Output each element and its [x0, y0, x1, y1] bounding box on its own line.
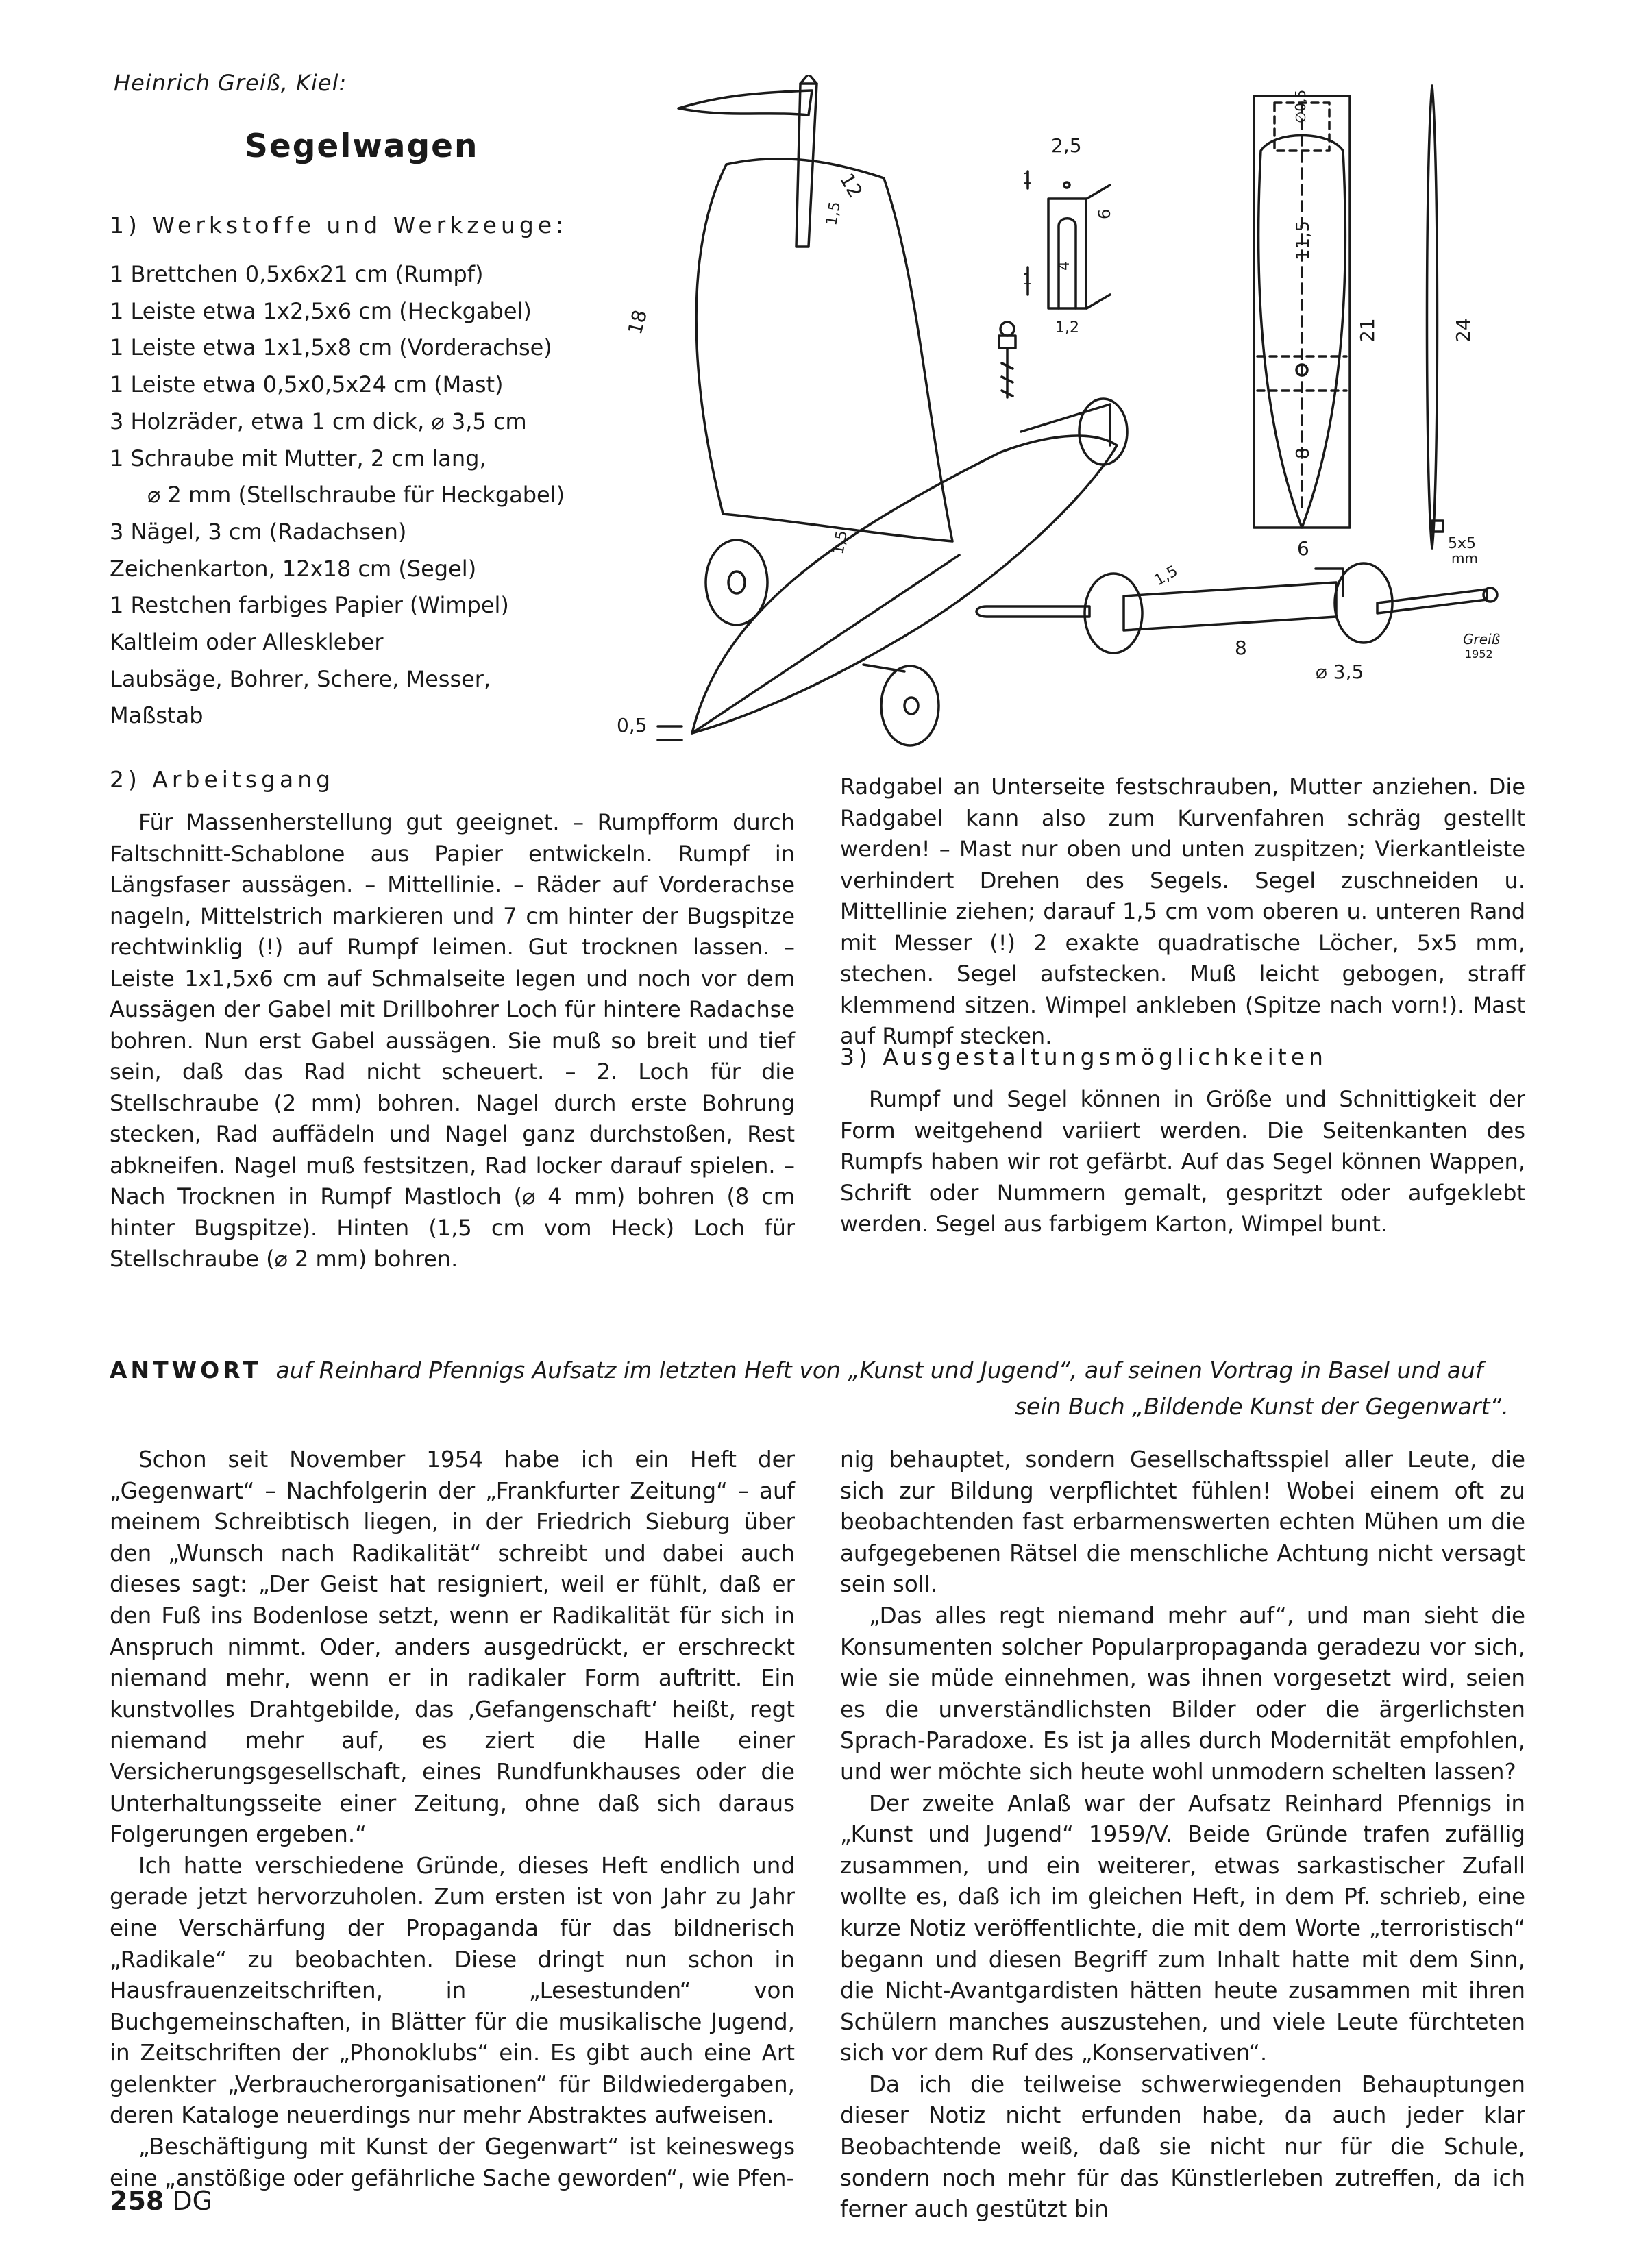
axle-nail-right: [1377, 589, 1487, 613]
material-item: 1 Leiste etwa 0,5x0,5x24 cm (Mast): [110, 371, 504, 398]
dim-6: 6: [1297, 537, 1309, 560]
segelwagen-drawing: [617, 75, 1507, 747]
dim-4: 4: [1056, 261, 1073, 271]
material-item: 1 Leiste etwa 1x2,5x6 cm (Heckgabel): [110, 297, 532, 324]
section2-text: Für Massenherstellung gut geeignet. – Rumpfform durch Faltschnitt-Schablone aus Papier entwickeln. Rumpf in Längsfaser aussägen. – Mittellinie. – Räder auf Vorderachse nageln, Mittelstrich markieren und 7 cm hinter der Bugspitze rechtwinklig (!) auf Rumpf leimen. Gut trocknen lassen. – Leiste 1x1,5x6 cm auf Schmalseite legen und noch vor dem Aussägen der Gabel mit Drillbohrer Loch für hintere Radachse bohren. Nun erst Gabel aussägen. Sie muß so breit und tief sein, daß das Rad nicht scheuert. – 2. Loch für die Stellschraube (2 mm) bohren. Nagel durch erste Bohrung stecken, Rad auffädeln und Nagel ganz durchstoßen, Rest abkneifen. Nagel muß festsitzen, Rad locker darauf spielen. – Nach Trocknen in Rumpf Mastloch (⌀ 4 mm) bohren (8 cm hinter Bugspitze). Hinten (1,5 cm vom Heck) Loch für Stellschraube (⌀ 2 mm) bohren.: [110, 809, 795, 1272]
material-item: 3 Holzräder, etwa 1 cm dick, ⌀ 3,5 cm: [110, 408, 527, 434]
answer-paragraph: Da ich die teilweise schwerwiegenden Behauptungen dieser Notiz nicht erfunden habe, da auch jeder klar Beobachtende weiß, daß sie nicht nur für die Schule, sondern noch mehr für das Künstlerleben zutreffen, da ich ferner auch gestützt bin: [840, 2071, 1525, 2223]
answer-heading: [110, 1352, 1514, 1425]
answer-heading-line1: auf Reinhard Pfennigs Aufsatz im letzten Heft von „Kunst und Jugend“, auf seinen Vortrag in Basel und auf: [275, 1357, 1483, 1383]
signature-year: 1952: [1465, 648, 1493, 661]
page-footer: [110, 2186, 212, 2216]
dim-1-2: 1,2: [1055, 319, 1079, 336]
dim-5x5: 5x5: [1448, 535, 1477, 552]
material-item: 3 Nägel, 3 cm (Radachsen): [110, 518, 407, 545]
section3-column: [840, 1084, 1525, 1240]
section2-continuation: Radgabel an Unterseite festschrauben, Mutter anziehen. Die Radgabel kann also zum Kurvenfahren schräg gestellt werden! – Mast nur oben und unten zuspitzen; Vierkantleiste verhindert Drehen des Segels. Segel zuschneiden u. Mittellinie ziehen; darauf 1,5 cm vom oberen u. unteren Rand mit Messer (!) 2 exakte quadratische Löcher, 5x5 mm, stechen. Segel aufstecken. Muß leicht gebogen, straff klemmend sitzen. Wimpel ankleben (Spitze nach vorn!). Mast auf Rumpf stecken.: [840, 774, 1525, 1049]
mast-shape: [796, 84, 817, 247]
adjust-screw: [999, 336, 1015, 397]
pennant-shape: [678, 90, 812, 115]
dim-6-fork: 6: [1095, 208, 1114, 219]
axle-bar: [1124, 582, 1336, 630]
materials-list: [110, 256, 617, 735]
page-number: 258: [110, 2186, 164, 2216]
answer-paragraph: „Beschäftigung mit Kunst der Gegenwart“ ist keineswegs eine „anstößige oder gefährliche Sache geworden“, wie Pfen-: [110, 2134, 795, 2191]
section3-heading: 3) Ausgestaltungsmöglichkeiten: [840, 1044, 1327, 1070]
dim-mm: mm: [1451, 550, 1478, 567]
dim-1-5-top: 1,5: [823, 200, 844, 227]
answer-paragraph: nig behauptet, sondern Gesellschaftsspiel aller Leute, die sich zur Bildung verpflichtet fühlen! Wobei einem oft zu beobachtenden fast erbarmenswerten echten Mühen um die aufgegebenen Rätsel die menschliche Achtung nicht versagt sein soll.: [840, 1446, 1525, 1598]
front-wheel-right: [1079, 399, 1127, 465]
material-item: Zeichenkarton, 12x18 cm (Segel): [110, 555, 477, 582]
article-title: Segelwagen: [245, 127, 479, 165]
answer-paragraph: „Das alles regt niemand mehr auf“, und man sieht die Konsumenten solcher Popularpropaganda geradezu vor sich, wie sie müde einnehmen, was ihnen vorgesetzt wird, seien es die unverständlichsten Bilder oder die ärgerlichsten Sprach-Paradoxe. Es ist ja alles durch Modernität empfohlen, und wer möchte sich heute wohl unmodern schelten lassen?: [840, 1602, 1525, 1785]
material-item: 1 Leiste etwa 1x1,5x8 cm (Vorderachse): [110, 334, 552, 361]
dim-2-5: 2,5: [1051, 134, 1082, 157]
journal-abbrev: DG: [172, 2186, 213, 2216]
section2-left-column: [110, 807, 795, 1275]
dim-8-axle: 8: [1235, 637, 1247, 659]
answer-heading-line2: sein Buch „Bildende Kunst der Gegenwart“.: [1014, 1393, 1509, 1420]
dim-1-5-bottom: 1,5: [830, 529, 851, 556]
rear-wheel: [881, 666, 939, 745]
signature: Greiß: [1463, 631, 1501, 648]
dim-1-top: 1: [1022, 171, 1032, 188]
dim-21: 21: [1356, 318, 1379, 343]
material-item: Kaltleim oder Alleskleber: [110, 629, 384, 656]
material-item: Maßstab: [110, 702, 204, 729]
axle-wheel-left: [1085, 574, 1142, 653]
answer-paragraph: Ich hatte verschiedene Gründe, dieses Heft endlich und gerade jetzt hervorzuholen. Zum ersten ist von Jahr zu Jahr eine Verschärfung der Propaganda für das bildnerisch „Radikale“ zu beobachten. Diese dringt nun schon in Hausfrauenzeitschriften, in „Lesestunden“ von Buchgemeinschaften, in Blätter für die musikalische Jugend, in Zeitschriften der „Phonoklubs“ ein. Es gibt auch eine Art gelenkter „Verbraucherorganisationen“ für Bildwiedergaben, deren Kataloge neuerdings nur mehr Abstraktes aufweisen.: [110, 1852, 795, 2129]
answer-right-column: [840, 1444, 1525, 2226]
material-item: Laubsäge, Bohrer, Schere, Messer,: [110, 665, 491, 692]
section3-text: Rumpf und Segel können in Größe und Schnittigkeit der Form weitgehend variiert werden. Die Seitenkanten des Rumpfs haben wir rot gefärbt. Auf das Segel können Wappen, Schrift oder Nummern gemalt, gespritzt oder aufgeklebt werden. Segel aus farbigem Karton, Wimpel bunt.: [840, 1086, 1525, 1237]
mast-plan: [1427, 86, 1438, 548]
dim-1-bottom: 1: [1022, 271, 1032, 288]
fork-detail: [1048, 199, 1086, 308]
dim-24: 24: [1452, 318, 1475, 343]
dim-18: 18: [623, 307, 652, 337]
section2-heading: 2) Arbeitsgang: [110, 766, 335, 793]
dim-12: 12: [835, 169, 867, 202]
answer-keyword: ANTWORT: [110, 1357, 262, 1383]
section2-right-column: [840, 772, 1525, 1052]
section1-heading: 1) Werkstoffe und Werkzeuge:: [110, 212, 568, 238]
answer-left-column: [110, 1444, 795, 2194]
dim-0-5-hole: ∅0,5: [1292, 89, 1309, 123]
material-item: 1 Restchen farbiges Papier (Wimpel): [110, 592, 509, 619]
answer-paragraph: Der zweite Anlaß war der Aufsatz Reinhard Pfennigs in „Kunst und Jugend“ 1959/V. Beide Gründe trafen zufällig zusammen, und ein weiterer, etwas sarkastischer Zufall wollte es, daß ich im gleichen Heft, in dem Pf. schrieb, eine kurze Notiz veröffentlichte, die mit dem Worte „terroristisch“ begann und diesen Begriff zum Inhalt hatte mit dem Sinn, die Nicht-Avantgardisten hätten heute zusammen mit ihren Schülern manches auszustehen, und viele Leute fürchteten sich vor dem Ruf des „Konservativen“.: [840, 1790, 1525, 2067]
material-item: 1 Brettchen 0,5x6x21 cm (Rumpf): [110, 261, 484, 287]
axle-nail-left: [976, 606, 1089, 617]
material-item: ⌀ 2 mm (Stellschraube für Heckgabel): [147, 482, 565, 508]
dim-3-5: ⌀ 3,5: [1316, 661, 1364, 683]
dim-0-5: 0,5: [617, 714, 648, 737]
answer-paragraph: Schon seit November 1954 habe ich ein Heft der „Gegenwart“ – Nachfolgerin der „Frankfurter Zeitung“ – auf meinem Schreibtisch liegen, in der Friedrich Sieburg über den „Wunsch nach Radikalität“ schreibt und dabei auch dieses sagt: „Der Geist hat resigniert, weil er fühlt, daß er den Fuß ins Bodenlose setzt, wenn er Radikalität für sich in Anspruch nimmt. Oder, anders ausgedrückt, er erschreckt niemand mehr, wenn er in radikaler Form auftritt. Ein kunstvolles Drahtgebilde, das ‚Gefangenschaft‘ heißt, regt niemand mehr auf, es ziert die Halle einer Versicherungsgesellschaft, eines Rundfunkhauses oder die Unterhaltungsseite einer Zeitung, ohne daß sich daraus Folgerungen ergeben.“: [110, 1446, 795, 1848]
dim-8: 8: [1293, 447, 1314, 459]
dim-1-5-axle: 1,5: [1151, 563, 1181, 590]
article-author: Heinrich Greiß, Kiel:: [114, 70, 347, 96]
front-wheel-left: [706, 540, 767, 625]
material-item: 1 Schraube mit Mutter, 2 cm lang,: [110, 445, 486, 471]
hull-shape: [692, 436, 1117, 733]
dim-11-5: 11,5: [1293, 221, 1314, 260]
